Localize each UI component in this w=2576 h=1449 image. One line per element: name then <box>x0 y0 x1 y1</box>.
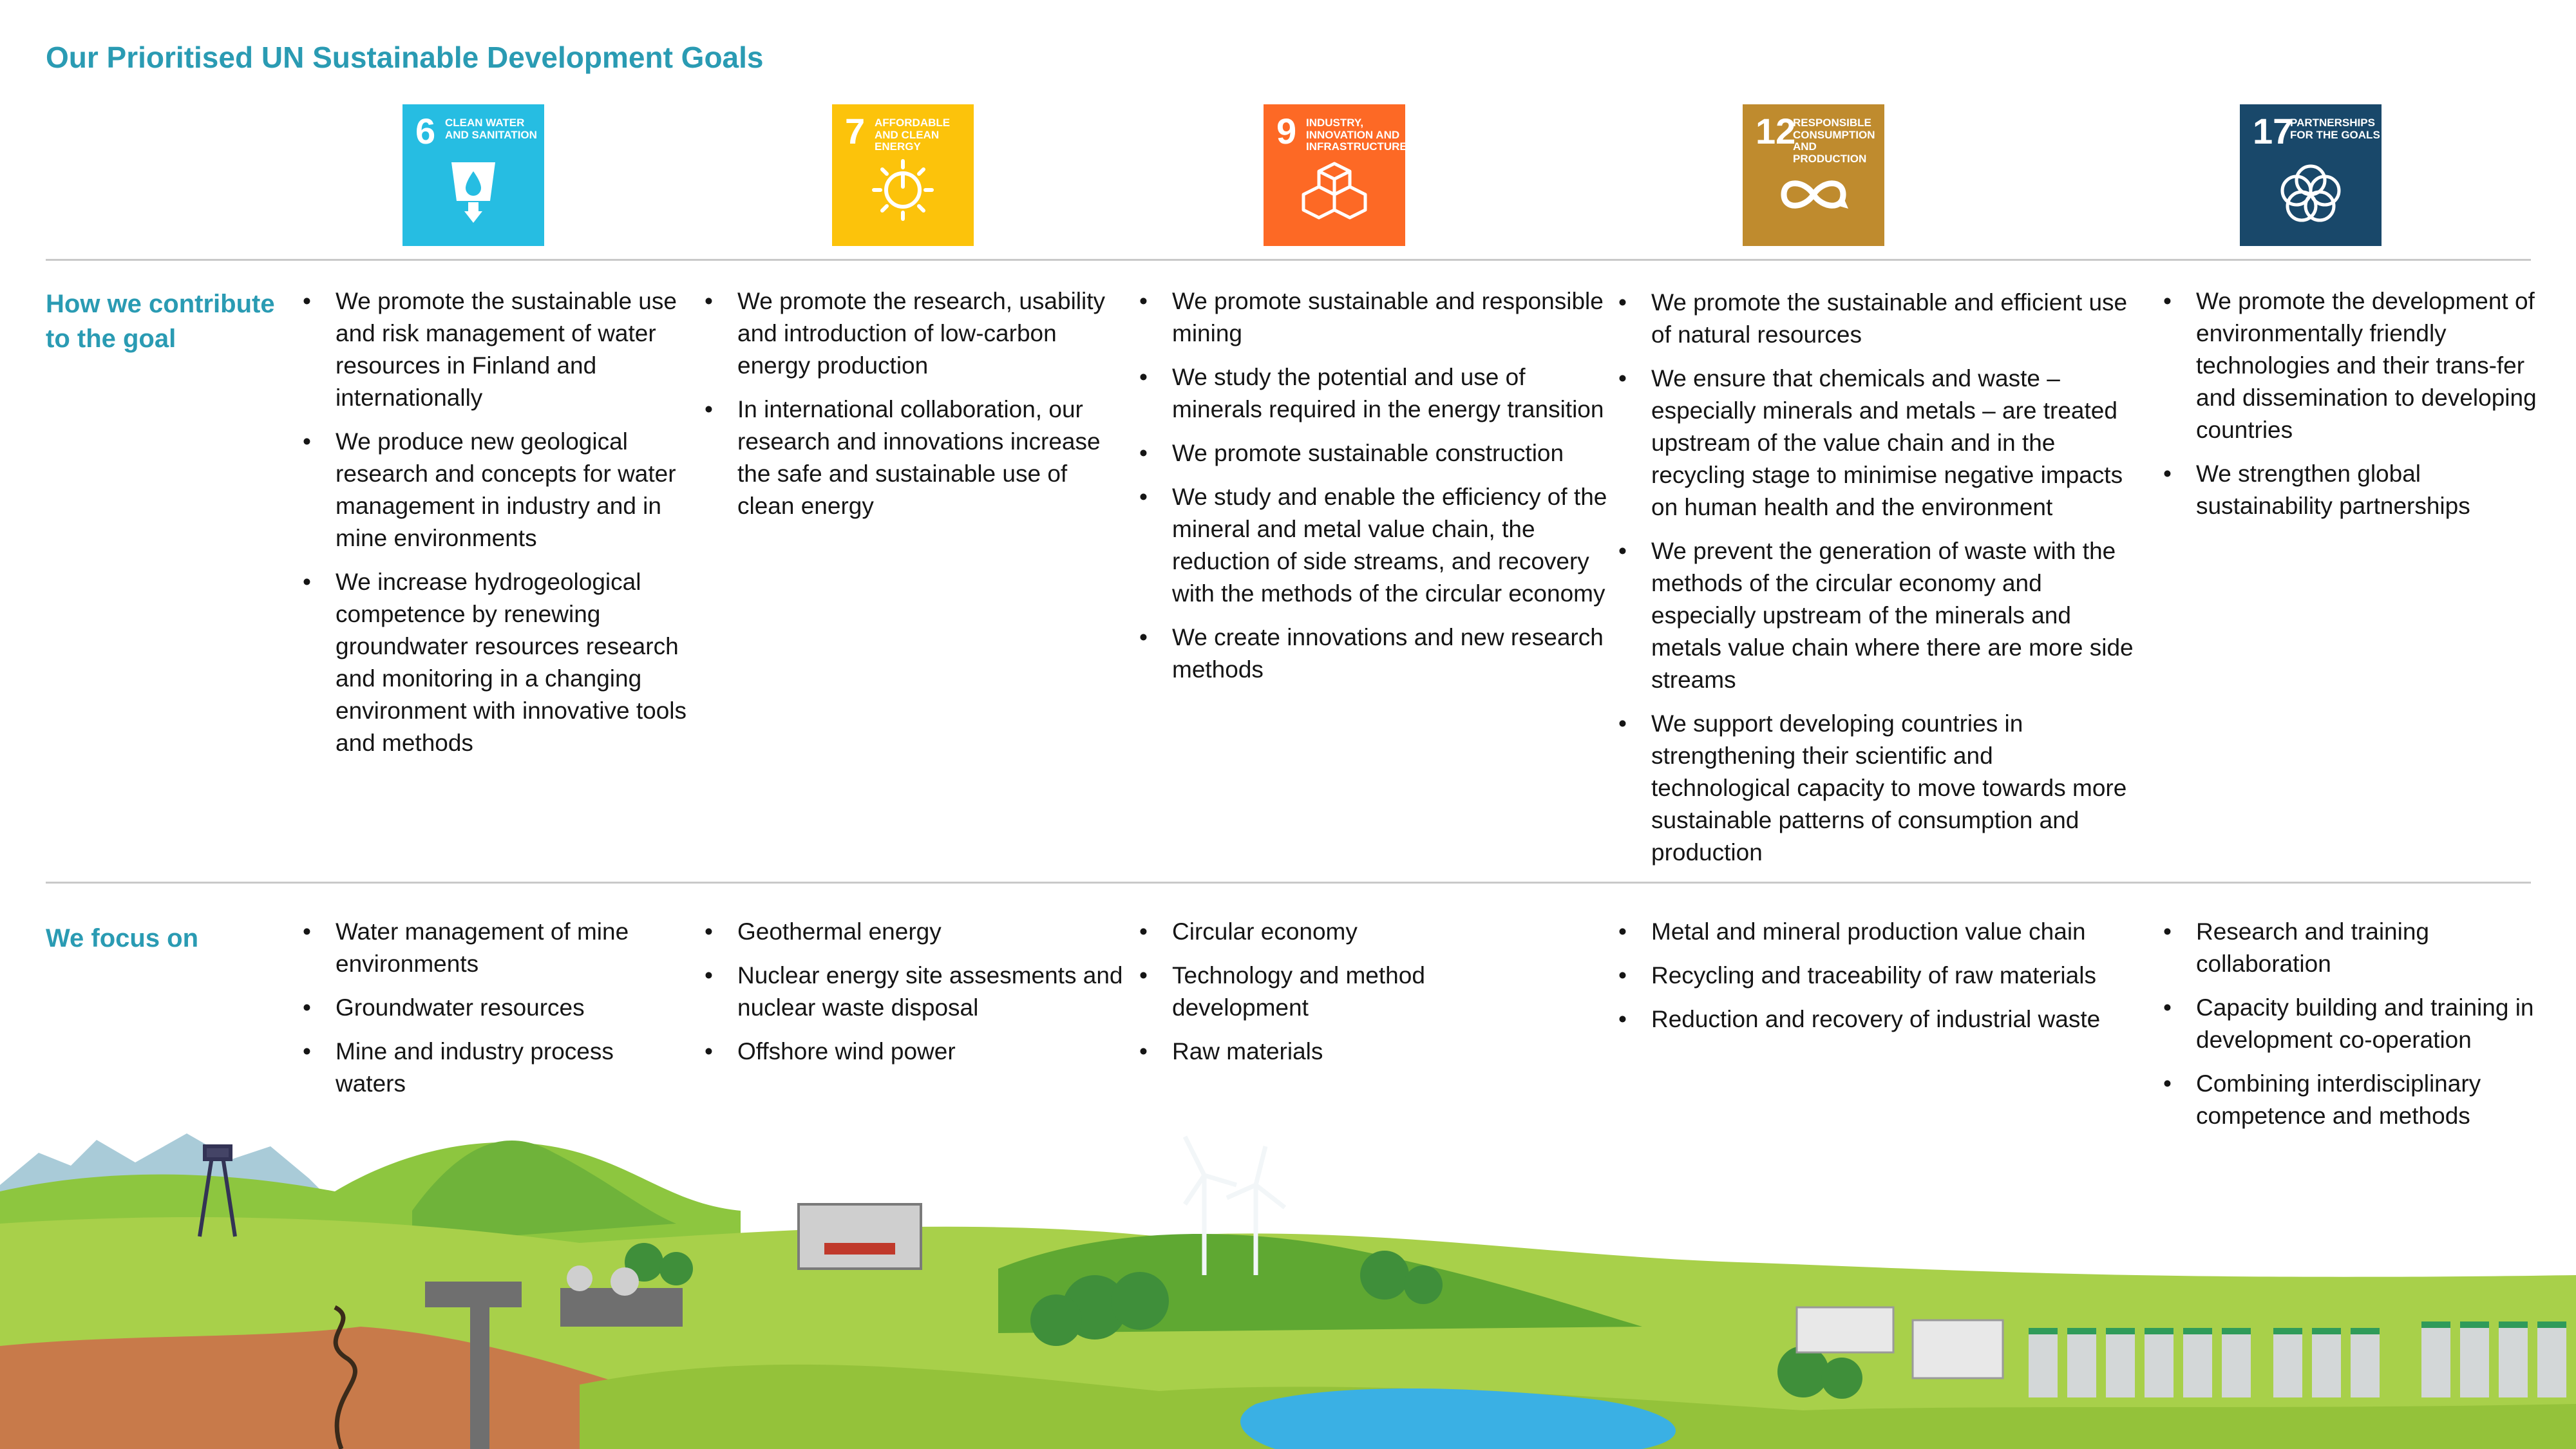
list-item: • Offshore wind power <box>705 1036 1123 1068</box>
sdg-7-tile <box>832 104 974 246</box>
list-item: • Technology and method development <box>1139 960 1500 1024</box>
page-title: Our Prioritised UN Sustainable Development Goals <box>46 41 764 74</box>
water-drop-icon <box>402 104 544 246</box>
list-item: • We create innovations and new research methods <box>1139 621 1616 686</box>
list-item: • Capacity building and training in development co-operation <box>2163 992 2550 1056</box>
sdg-12-tile <box>1743 104 1884 246</box>
sun-power-icon <box>832 104 974 246</box>
list-item: • Reduction and recovery of industrial waste <box>1618 1003 2134 1036</box>
goal-number: 6 <box>415 111 436 151</box>
list-item: • We study and enable the efficiency of the mineral and metal value chain, the reduction of side streams, and recovery with the methods of the circular economy <box>1139 481 1616 610</box>
cubes-icon <box>1264 104 1405 246</box>
list-item: • Mine and industry process waters <box>303 1036 663 1100</box>
goal-label: CLEAN WATER AND SANITATION <box>445 117 537 141</box>
list-item: • We prevent the generation of waste with the methods of the circular economy and especially upstream of the minerals and metals value chain where there are more side streams <box>1618 535 2134 696</box>
list-item: • Nuclear energy site assesments and nuclear waste disposal <box>705 960 1123 1024</box>
contribute-list-goal-12 <box>1618 287 2134 880</box>
list-item: • Recycling and traceability of raw materials <box>1618 960 2134 992</box>
list-item: • We promote the sustainable and efficient use of natural resources <box>1618 287 2134 351</box>
sdg-17-tile <box>2240 104 2382 246</box>
list-item: • Water management of mine environments <box>303 916 663 980</box>
list-item: • We promote the sustainable use and risk management of water resources in Finland and internationally <box>303 285 689 414</box>
list-item: • We increase hydrogeological competence by renewing groundwater resources research and monitoring in a changing environment with innovative tools and methods <box>303 566 689 759</box>
list-item: • Circular economy <box>1139 916 1500 948</box>
list-item: • Combining interdisciplinary competence and methods <box>2163 1068 2550 1132</box>
list-item: • Metal and mineral production value chain <box>1618 916 2134 948</box>
list-item: • We produce new geological research and concepts for water management in industry and in mine environments <box>303 426 689 554</box>
list-item: • We promote the research, usability and introduction of low-carbon energy production <box>705 285 1117 382</box>
landscape-illustration <box>0 1114 2576 1449</box>
contribute-list-goal-17 <box>2163 285 2537 534</box>
goal-number: 12 <box>1756 111 1796 151</box>
list-item: • Geothermal energy <box>705 916 1123 948</box>
divider <box>46 259 2531 261</box>
list-item: • We strengthen global sustainability partnerships <box>2163 458 2537 522</box>
sdg-6-tile <box>402 104 544 246</box>
goal-number: 7 <box>845 111 866 151</box>
list-item: • We promote sustainable and responsible mining <box>1139 285 1616 350</box>
goal-label: PARTNERSHIPS FOR THE GOALS <box>2290 117 2380 141</box>
list-item: • We ensure that chemicals and waste – especially minerals and metals – are treated upstream of the value chain and in the recycling stage to minimise negative impacts on human health and the environment <box>1618 363 2134 524</box>
goal-label: AFFORDABLE AND CLEAN ENERGY <box>875 117 951 153</box>
list-item: • We promote sustainable construction <box>1139 437 1616 469</box>
list-item: • We promote the development of environmentally friendly technologies and their trans-fer and dissemination to developing countries <box>2163 285 2537 446</box>
list-item: • Raw materials <box>1139 1036 1500 1068</box>
focus-list-goal-17 <box>2163 916 2550 1144</box>
list-item: • In international collaboration, our research and innovations increase the safe and sustainable use of clean energy <box>705 393 1117 522</box>
focus-list-goal-12 <box>1618 916 2134 1047</box>
focus-list-goal-6 <box>303 916 663 1112</box>
focus-list-goal-7 <box>705 916 1123 1079</box>
focus-list-goal-9 <box>1139 916 1500 1079</box>
list-item: • We support developing countries in strengthening their scientific and technological capacity to move towards more sustainable patterns of consumption and production <box>1618 708 2134 869</box>
focus-row-label: We focus on <box>46 924 199 952</box>
goal-label: RESPONSIBLE CONSUMPTION AND PRODUCTION <box>1793 117 1875 166</box>
contribute-list-goal-9 <box>1139 285 1616 697</box>
goal-number: 9 <box>1276 111 1297 151</box>
infinity-icon <box>1743 104 1884 246</box>
divider <box>46 882 2531 884</box>
contribute-list-goal-7 <box>705 285 1117 534</box>
goal-number: 17 <box>2253 111 2293 151</box>
list-item: • Groundwater resources <box>303 992 663 1024</box>
contribute-row-label: How we contribute to the goal <box>46 290 275 353</box>
contribute-list-goal-6 <box>303 285 689 771</box>
list-item: • Research and training collaboration <box>2163 916 2550 980</box>
goal-label: INDUSTRY, INNOVATION AND INFRASTRUCTURE <box>1306 117 1407 153</box>
list-item: • We study the potential and use of minerals required in the energy transition <box>1139 361 1616 426</box>
sdg-9-tile <box>1264 104 1405 246</box>
rings-icon <box>2240 104 2382 246</box>
